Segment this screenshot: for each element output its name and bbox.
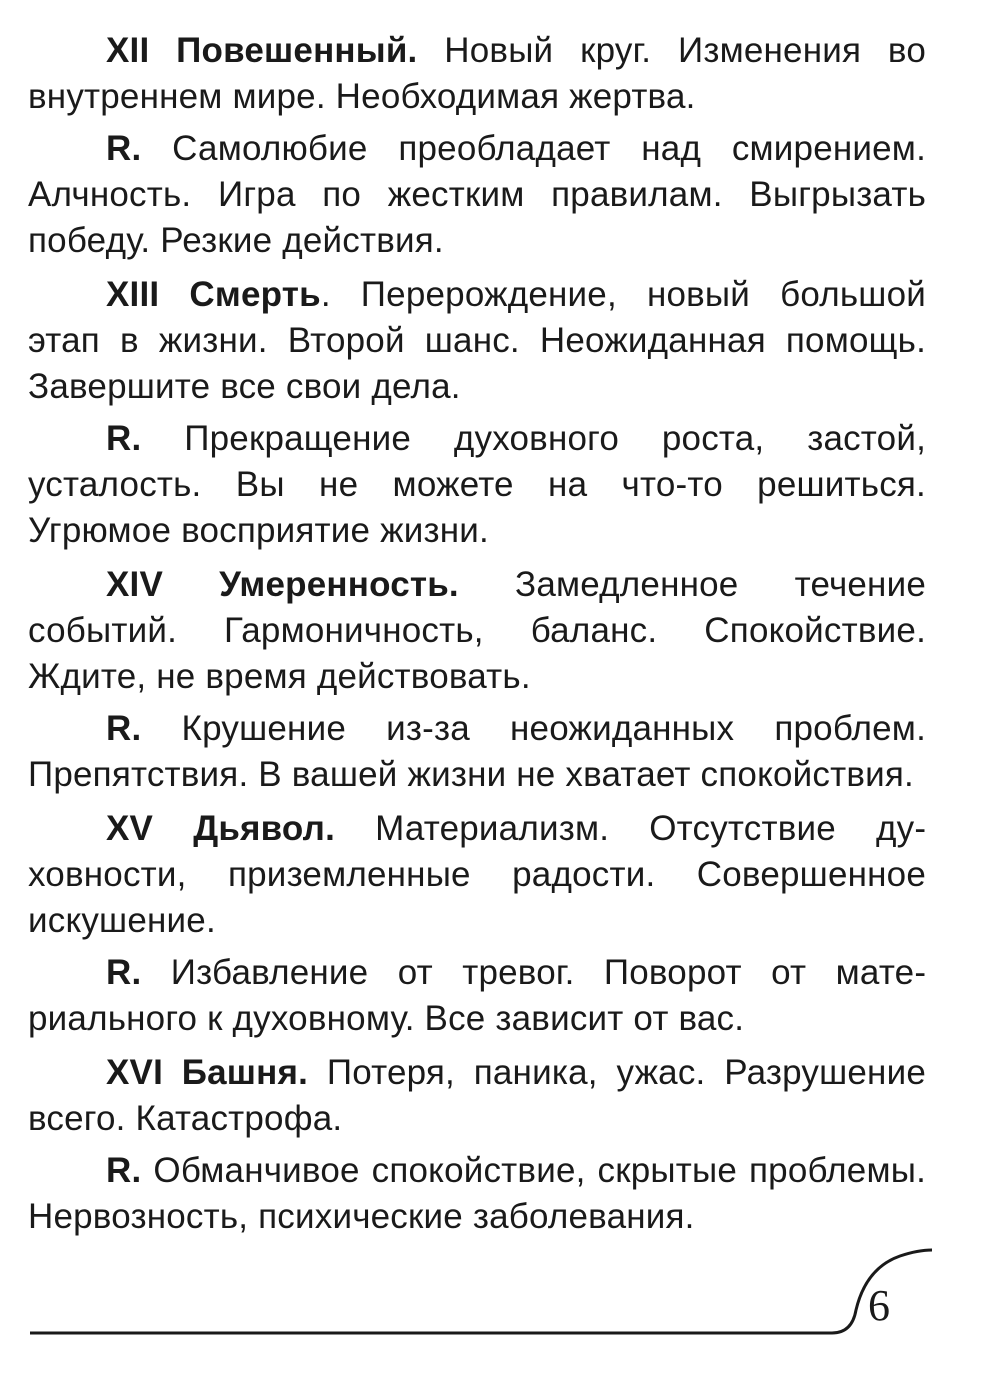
reversed-label: R.	[106, 953, 142, 992]
card-title: XV Дьявол.	[106, 809, 335, 848]
card-title: XII Повешенный.	[106, 31, 418, 70]
reversed-description: Избавление от тревог. Поворот от материального к духовному. Все зависит от вас.	[28, 953, 926, 1038]
reversed-paragraph	[28, 416, 926, 554]
card-description: Замедленное течение событий. Гармоничность, баланс. Спокойствие. Ждите, не время действовать.	[28, 565, 926, 696]
footer-rule	[30, 1250, 932, 1333]
reversed-paragraph	[28, 950, 926, 1042]
entry-paragraph	[28, 1050, 926, 1142]
entry-paragraph	[28, 806, 926, 944]
reversed-description: Прекращение духовного роста, застой, усталость. Вы не можете на что-то решиться. Угрюмое восприятие жизни.	[28, 419, 926, 550]
card-description: . Перерождение, новый большой этап в жизни. Второй шанс. Неожиданная помощь. Завершите все свои дела.	[28, 275, 927, 406]
card-description: Материализм. Отсутствие духовности, приземленные радости. Совершенное искушение.	[28, 809, 926, 940]
reversed-description: Крушение из-за неожиданных проблем. Препятствия. В вашей жизни не хватает спокойствия.	[28, 709, 926, 794]
entry-paragraph	[28, 272, 926, 410]
card-description: Новый круг. Изменения во внутреннем мире. Необходимая жертва.	[28, 31, 926, 116]
card-description: Потеря, паника, ужас. Разрушение всего. Катастрофа.	[28, 1053, 927, 1138]
reversed-description: Самолюбие преобладает над смирением. Алчность. Игра по жестким правилам. Выгрызать победу. Резкие действия.	[28, 129, 926, 260]
reversed-label: R.	[106, 709, 142, 748]
entry-paragraph	[28, 562, 926, 700]
card-title: XIII Смерть	[106, 275, 321, 314]
page-content	[28, 28, 926, 1248]
reversed-paragraph	[28, 1148, 926, 1240]
reversed-label: R.	[106, 1151, 142, 1190]
entry-paragraph	[28, 28, 926, 120]
reversed-label: R.	[106, 419, 142, 458]
reversed-paragraph	[28, 126, 926, 264]
page-number: 6	[868, 1281, 890, 1330]
reversed-paragraph	[28, 706, 926, 798]
reversed-description: Обманчивое спокойствие, скрытые проблемы. Нервозность, психические заболевания.	[28, 1151, 926, 1236]
reversed-label: R.	[106, 129, 142, 168]
card-title: XIV Умеренность.	[106, 565, 459, 604]
card-title: XVI Башня.	[106, 1053, 309, 1092]
